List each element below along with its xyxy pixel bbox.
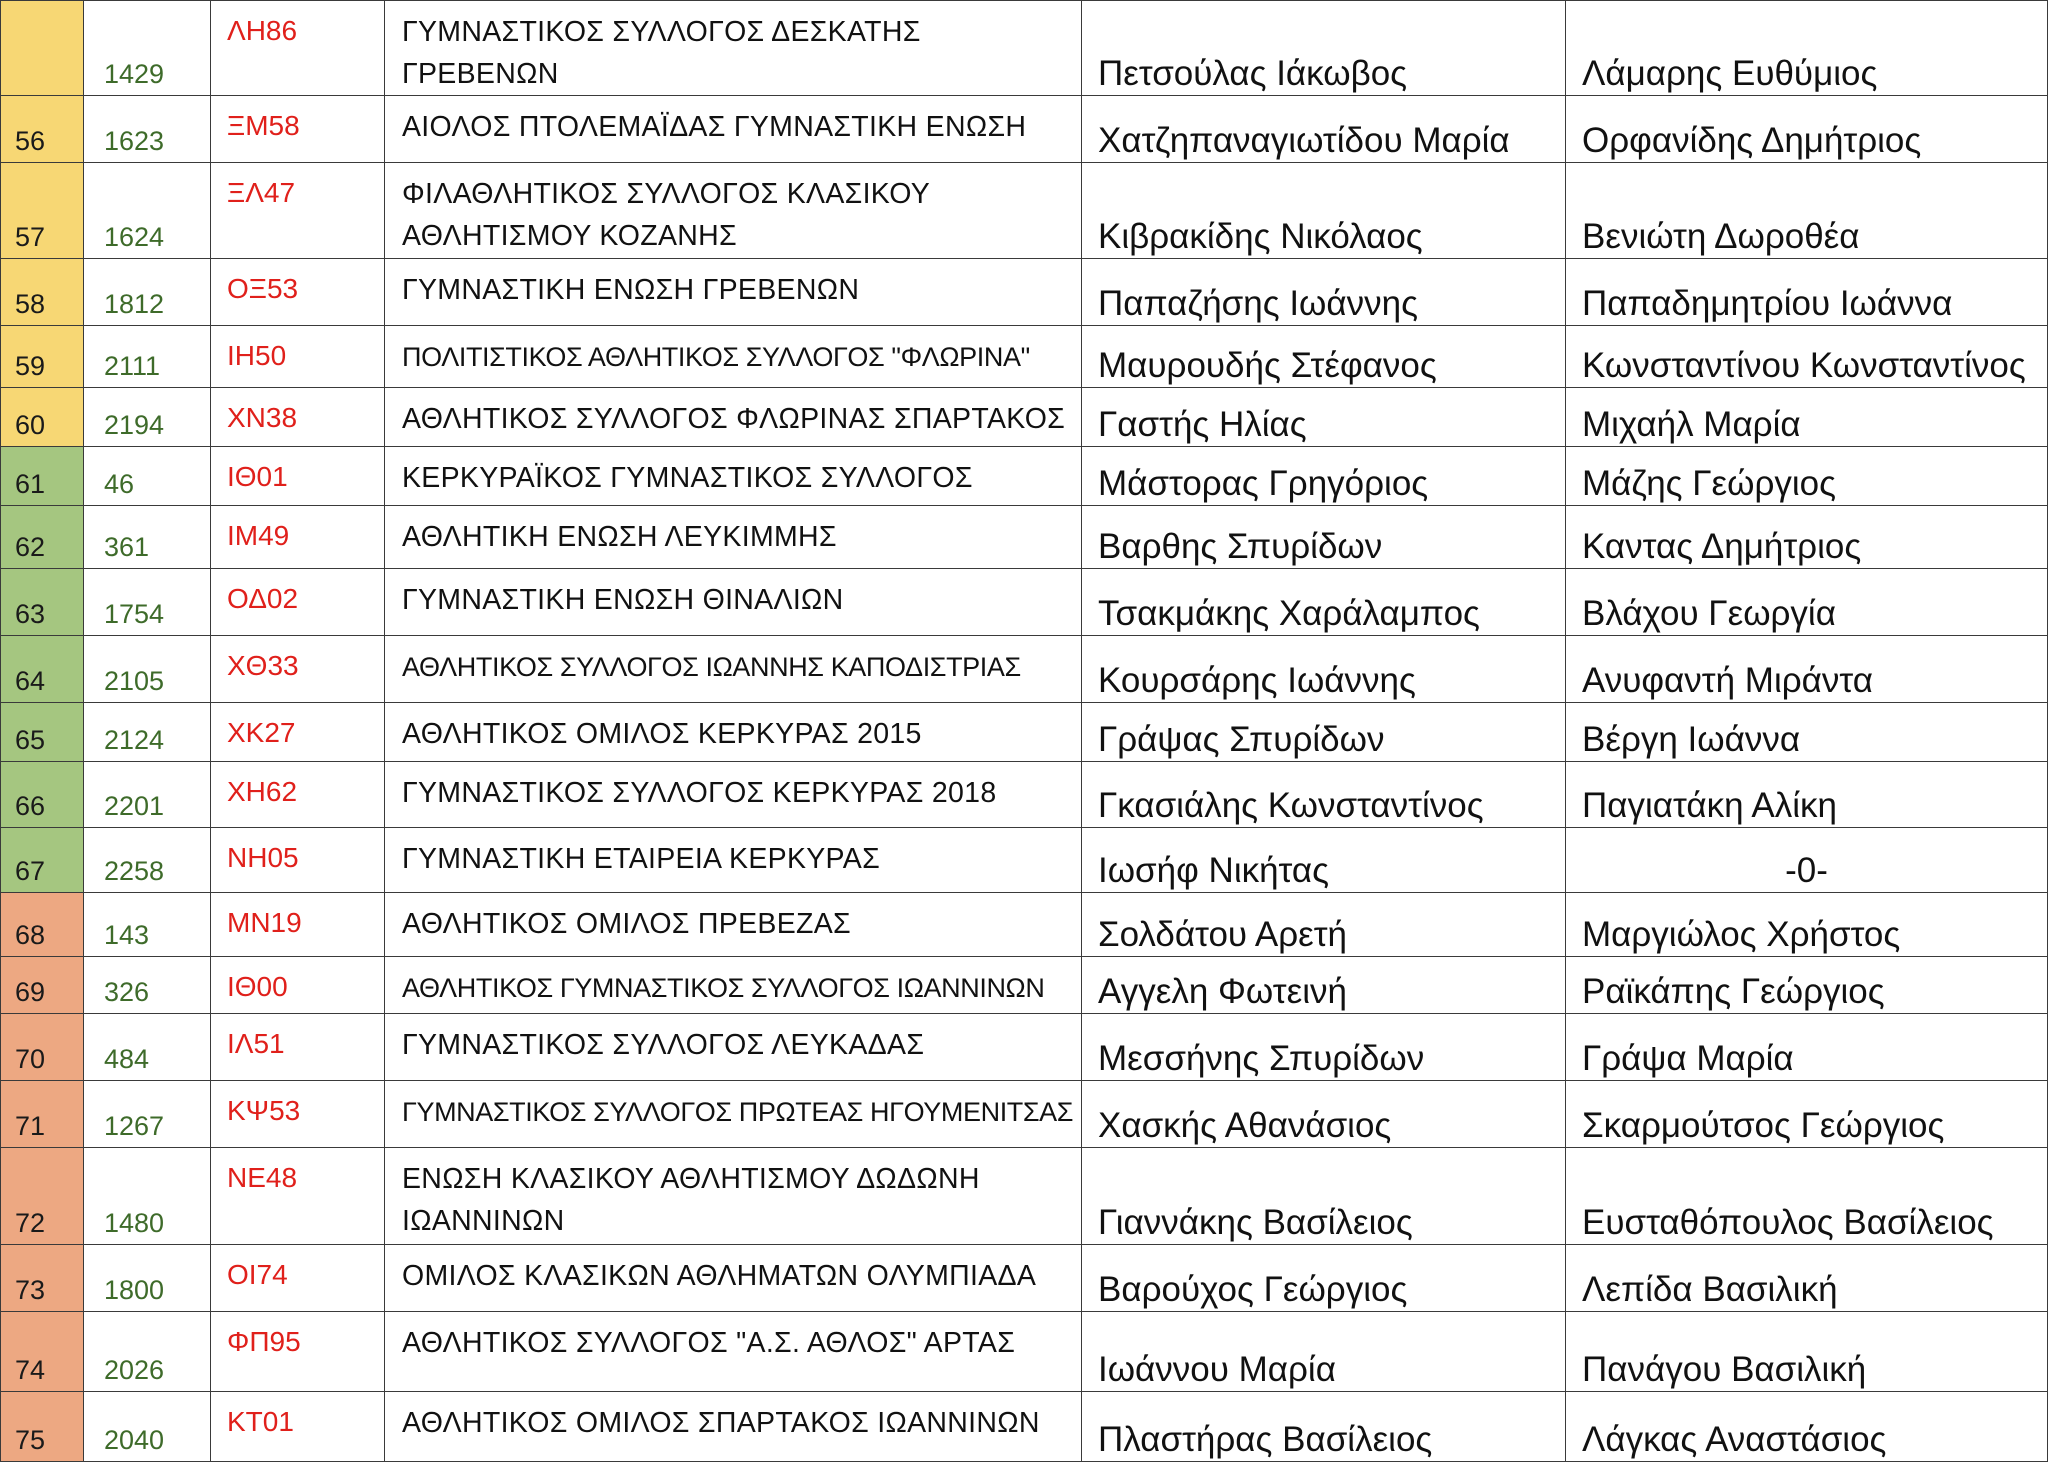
- person-1-cell: Μάστορας Γρηγόριος: [1082, 447, 1566, 506]
- club-name-cell: ΑΘΛΗΤΙΚΟΣ ΟΜΙΛΟΣ ΣΠΑΡΤΑΚΟΣ ΙΩΑΝΝΙΝΩΝ: [385, 1392, 1082, 1462]
- club-name-cell: ΑΘΛΗΤΙΚΟΣ ΟΜΙΛΟΣ ΚΕΡΚΥΡΑΣ 2015: [385, 703, 1082, 762]
- registry-id-cell: 1267: [84, 1081, 211, 1148]
- person-2-cell: Ανυφαντή Μιράντα: [1566, 636, 2048, 703]
- person-2-cell: Λεπίδα Βασιλική: [1566, 1245, 2048, 1312]
- person-2-cell: Παπαδημητρίου Ιωάννα: [1566, 259, 2048, 326]
- registry-id-cell: 2194: [84, 388, 211, 447]
- club-code-cell: ΦΠ95: [211, 1312, 385, 1392]
- row-number-cell: 58: [1, 259, 84, 326]
- table-row: [1, 762, 2048, 828]
- row-number-cell: 66: [1, 762, 84, 828]
- club-code-cell: ΧΗ62: [211, 762, 385, 828]
- row-number-cell: 57: [1, 163, 84, 259]
- person-2-cell: Βέργη Ιωάννα: [1566, 703, 2048, 762]
- row-number-cell: 74: [1, 1312, 84, 1392]
- club-code-cell: ΙΘ00: [211, 957, 385, 1014]
- table-body: [1, 1, 2048, 1462]
- club-code-cell: ΙΘ01: [211, 447, 385, 506]
- person-1-cell: Χασκής Αθανάσιος: [1082, 1081, 1566, 1148]
- person-1-cell: Γαστής Ηλίας: [1082, 388, 1566, 447]
- person-2-cell: Σκαρμούτσος Γεώργιος: [1566, 1081, 2048, 1148]
- table-row: [1, 1148, 2048, 1245]
- registry-id-cell: 143: [84, 893, 211, 957]
- row-number-cell: 62: [1, 506, 84, 569]
- row-number-cell: 75: [1, 1392, 84, 1462]
- person-2-cell: Ραϊκάπης Γεώργιος: [1566, 957, 2048, 1014]
- registry-id-cell: 2111: [84, 326, 211, 388]
- person-2-cell: -0-: [1566, 828, 2048, 893]
- club-code-cell: ΝΗ05: [211, 828, 385, 893]
- person-1-cell: Γιαννάκης Βασίλειος: [1082, 1148, 1566, 1245]
- club-code-cell: ΝΕ48: [211, 1148, 385, 1245]
- registry-id-cell: 1754: [84, 569, 211, 636]
- person-1-cell: Γράψας Σπυρίδων: [1082, 703, 1566, 762]
- club-code-cell: ΧΚ27: [211, 703, 385, 762]
- table-row: [1, 447, 2048, 506]
- person-1-cell: Ιωσήφ Νικήτας: [1082, 828, 1566, 893]
- registry-id-cell: 1623: [84, 96, 211, 163]
- table-row: [1, 569, 2048, 636]
- person-2-cell: Γράψα Μαρία: [1566, 1014, 2048, 1081]
- club-name-cell: ΑΘΛΗΤΙΚΗ ΕΝΩΣΗ ΛΕΥΚΙΜΜΗΣ: [385, 506, 1082, 569]
- table-row: [1, 163, 2048, 259]
- row-number-cell: 67: [1, 828, 84, 893]
- person-1-cell: Μαυρουδής Στέφανος: [1082, 326, 1566, 388]
- table-row: [1, 259, 2048, 326]
- row-number-cell: 72: [1, 1148, 84, 1245]
- club-name-cell: ΓΥΜΝΑΣΤΙΚΗ ΕΤΑΙΡΕΙΑ ΚΕΡΚΥΡΑΣ: [385, 828, 1082, 893]
- person-1-cell: Μεσσήνης Σπυρίδων: [1082, 1014, 1566, 1081]
- table-row: [1, 326, 2048, 388]
- club-name-cell: ΟΜΙΛΟΣ ΚΛΑΣΙΚΩΝ ΑΘΛΗΜΑΤΩΝ ΟΛΥΜΠΙΑΔΑ: [385, 1245, 1082, 1312]
- table-row: [1, 957, 2048, 1014]
- club-name-cell: ΓΥΜΝΑΣΤΙΚΟΣ ΣΥΛΛΟΓΟΣ ΔΕΣΚΑΤΗΣ ΓΡΕΒΕΝΩΝ: [385, 1, 1082, 96]
- registry-id-cell: 2258: [84, 828, 211, 893]
- row-number-cell: 56: [1, 96, 84, 163]
- person-2-cell: Λάμαρης Ευθύμιος: [1566, 1, 2048, 96]
- person-2-cell: Κωνσταντίνου Κωνσταντίνος: [1566, 326, 2048, 388]
- person-1-cell: Γκασιάλης Κωνσταντίνος: [1082, 762, 1566, 828]
- club-name-cell: ΑΘΛΗΤΙΚΟΣ ΓΥΜΝΑΣΤΙΚΟΣ ΣΥΛΛΟΓΟΣ ΙΩΑΝΝΙΝΩΝ: [385, 957, 1082, 1014]
- person-2-cell: Καντας Δημήτριος: [1566, 506, 2048, 569]
- person-2-cell: Μιχαήλ Μαρία: [1566, 388, 2048, 447]
- club-code-cell: ΧΝ38: [211, 388, 385, 447]
- table-row: [1, 1392, 2048, 1462]
- club-code-cell: ΟΞ53: [211, 259, 385, 326]
- person-1-cell: Βαρούχος Γεώργιος: [1082, 1245, 1566, 1312]
- registry-id-cell: 2201: [84, 762, 211, 828]
- person-2-cell: Πανάγου Βασιλική: [1566, 1312, 2048, 1392]
- table-row: [1, 703, 2048, 762]
- row-number-cell: 70: [1, 1014, 84, 1081]
- table-row: [1, 96, 2048, 163]
- registry-id-cell: 2026: [84, 1312, 211, 1392]
- person-1-cell: Κουρσάρης Ιωάννης: [1082, 636, 1566, 703]
- row-number-cell: [1, 1, 84, 96]
- club-code-cell: ΙΛ51: [211, 1014, 385, 1081]
- club-code-cell: ΜΝ19: [211, 893, 385, 957]
- table-row: [1, 893, 2048, 957]
- club-code-cell: ΧΘ33: [211, 636, 385, 703]
- club-code-cell: ΞΛ47: [211, 163, 385, 259]
- club-code-cell: ΚΤ01: [211, 1392, 385, 1462]
- club-name-cell: ΓΥΜΝΑΣΤΙΚΟΣ ΣΥΛΛΟΓΟΣ ΠΡΩΤΕΑΣ ΗΓΟΥΜΕΝΙΤΣΑΣ: [385, 1081, 1082, 1148]
- club-name-cell: ΑΘΛΗΤΙΚΟΣ ΣΥΛΛΟΓΟΣ ΦΛΩΡΙΝΑΣ ΣΠΑΡΤΑΚΟΣ: [385, 388, 1082, 447]
- registry-id-cell: 1812: [84, 259, 211, 326]
- person-1-cell: Τσακμάκης Χαράλαμπος: [1082, 569, 1566, 636]
- person-2-cell: Βλάχου Γεωργία: [1566, 569, 2048, 636]
- person-1-cell: Πετσούλας Ιάκωβος: [1082, 1, 1566, 96]
- club-name-cell: ΠΟΛΙΤΙΣΤΙΚΟΣ ΑΘΛΗΤΙΚΟΣ ΣΥΛΛΟΓΟΣ "ΦΛΩΡΙΝΑ": [385, 326, 1082, 388]
- person-1-cell: Σολδάτου Αρετή: [1082, 893, 1566, 957]
- row-number-cell: 71: [1, 1081, 84, 1148]
- person-2-cell: Μάζης Γεώργιος: [1566, 447, 2048, 506]
- registry-id-cell: 2040: [84, 1392, 211, 1462]
- table-row: [1, 828, 2048, 893]
- table-row: [1, 388, 2048, 447]
- registry-id-cell: 361: [84, 506, 211, 569]
- row-number-cell: 68: [1, 893, 84, 957]
- table-row: [1, 506, 2048, 569]
- registry-id-cell: 2105: [84, 636, 211, 703]
- person-1-cell: Χατζηπαναγιωτίδου Μαρία: [1082, 96, 1566, 163]
- club-name-cell: ΑΙΟΛΟΣ ΠΤΟΛΕΜΑΪΔΑΣ ΓΥΜΝΑΣΤΙΚΗ ΕΝΩΣΗ: [385, 96, 1082, 163]
- person-2-cell: Λάγκας Αναστάσιος: [1566, 1392, 2048, 1462]
- person-2-cell: Μαργιώλος Χρήστος: [1566, 893, 2048, 957]
- person-2-cell: Παγιατάκη Αλίκη: [1566, 762, 2048, 828]
- club-name-cell: ΑΘΛΗΤΙΚΟΣ ΣΥΛΛΟΓΟΣ "Α.Σ. ΑΘΛΟΣ" ΑΡΤΑΣ: [385, 1312, 1082, 1392]
- registry-id-cell: 1480: [84, 1148, 211, 1245]
- table-row: [1, 1, 2048, 96]
- row-number-cell: 64: [1, 636, 84, 703]
- club-code-cell: ΟΔ02: [211, 569, 385, 636]
- table-row: [1, 1312, 2048, 1392]
- registry-id-cell: 2124: [84, 703, 211, 762]
- person-1-cell: Ιωάννου Μαρία: [1082, 1312, 1566, 1392]
- row-number-cell: 63: [1, 569, 84, 636]
- row-number-cell: 59: [1, 326, 84, 388]
- club-code-cell: ΛΗ86: [211, 1, 385, 96]
- person-1-cell: Παπαζήσης Ιωάννης: [1082, 259, 1566, 326]
- club-code-cell: ΙΗ50: [211, 326, 385, 388]
- club-code-cell: ΞΜ58: [211, 96, 385, 163]
- table-row: [1, 1081, 2048, 1148]
- row-number-cell: 61: [1, 447, 84, 506]
- registry-id-cell: 1624: [84, 163, 211, 259]
- row-number-cell: 60: [1, 388, 84, 447]
- club-name-cell: ΓΥΜΝΑΣΤΙΚΗ ΕΝΩΣΗ ΘΙΝΑΛΙΩΝ: [385, 569, 1082, 636]
- club-code-cell: ΟΙ74: [211, 1245, 385, 1312]
- club-name-cell: ΓΥΜΝΑΣΤΙΚΟΣ ΣΥΛΛΟΓΟΣ ΛΕΥΚΑΔΑΣ: [385, 1014, 1082, 1081]
- registry-id-cell: 1429: [84, 1, 211, 96]
- person-1-cell: Κιβρακίδης Νικόλαος: [1082, 163, 1566, 259]
- club-name-cell: ΚΕΡΚΥΡΑΪΚΟΣ ΓΥΜΝΑΣΤΙΚΟΣ ΣΥΛΛΟΓΟΣ: [385, 447, 1082, 506]
- club-name-cell: ΕΝΩΣΗ ΚΛΑΣΙΚΟΥ ΑΘΛΗΤΙΣΜΟΥ ΔΩΔΩΝΗ ΙΩΑΝΝΙΝΩΝ: [385, 1148, 1082, 1245]
- registry-id-cell: 484: [84, 1014, 211, 1081]
- person-1-cell: Βαρθης Σπυρίδων: [1082, 506, 1566, 569]
- registry-id-cell: 46: [84, 447, 211, 506]
- club-code-cell: ΙΜ49: [211, 506, 385, 569]
- club-name-cell: ΑΘΛΗΤΙΚΟΣ ΣΥΛΛΟΓΟΣ ΙΩΑΝΝΗΣ ΚΑΠΟΔΙΣΤΡΙΑΣ: [385, 636, 1082, 703]
- registry-id-cell: 1800: [84, 1245, 211, 1312]
- club-name-cell: ΑΘΛΗΤΙΚΟΣ ΟΜΙΛΟΣ ΠΡΕΒΕΖΑΣ: [385, 893, 1082, 957]
- club-name-cell: ΓΥΜΝΑΣΤΙΚΗ ΕΝΩΣΗ ΓΡΕΒΕΝΩΝ: [385, 259, 1082, 326]
- person-2-cell: Ορφανίδης Δημήτριος: [1566, 96, 2048, 163]
- table-row: [1, 1245, 2048, 1312]
- club-name-cell: ΓΥΜΝΑΣΤΙΚΟΣ ΣΥΛΛΟΓΟΣ ΚΕΡΚΥΡΑΣ 2018: [385, 762, 1082, 828]
- table-row: [1, 636, 2048, 703]
- row-number-cell: 69: [1, 957, 84, 1014]
- registry-id-cell: 326: [84, 957, 211, 1014]
- person-2-cell: Ευσταθόπουλος Βασίλειος: [1566, 1148, 2048, 1245]
- row-number-cell: 65: [1, 703, 84, 762]
- person-1-cell: Πλαστήρας Βασίλειος: [1082, 1392, 1566, 1462]
- person-1-cell: Αγγελη Φωτεινή: [1082, 957, 1566, 1014]
- table-row: [1, 1014, 2048, 1081]
- row-number-cell: 73: [1, 1245, 84, 1312]
- club-name-cell: ΦΙΛΑΘΛΗΤΙΚΟΣ ΣΥΛΛΟΓΟΣ ΚΛΑΣΙΚΟΥ ΑΘΛΗΤΙΣΜΟΥ ΚΟΖΑΝΗΣ: [385, 163, 1082, 259]
- person-2-cell: Βενιώτη Δωροθέα: [1566, 163, 2048, 259]
- club-code-cell: ΚΨ53: [211, 1081, 385, 1148]
